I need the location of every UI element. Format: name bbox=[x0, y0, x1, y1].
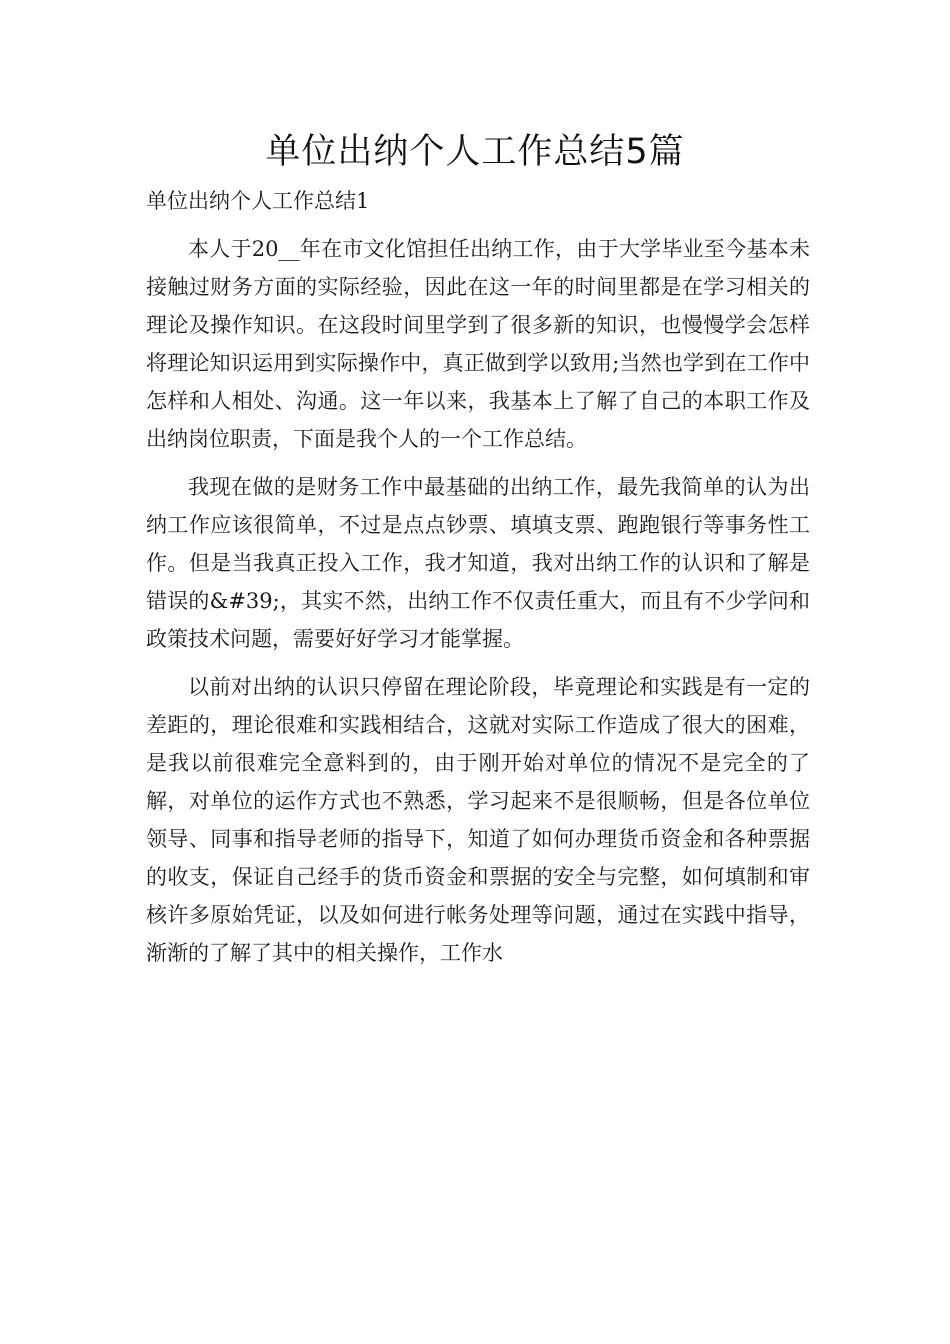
paragraph-2: 我现在做的是财务工作中最基础的出纳工作，最先我简单的认为出纳工作应该很简单，不过是点点钞票、填填支票、跑跑银行等事务性工作。但是当我真正投入工作，我才知道，我对出纳工作的认识和了解是错误的&#39;，其实不然，出纳工作不仅责任重大，而且有不少学问和政策技术问题，需要好好学习才能掌握。 bbox=[146, 475, 810, 651]
paragraph-3: 以前对出纳的认识只停留在理论阶段，毕竟理论和实践是有一定的差距的，理论很难和实践相结合，这就对实际工作造成了很大的困难，是我以前很难完全意料到的，由于刚开始对单位的情况不是完全的了解，对单位的运作方式也不熟悉，学习起来不是很顺畅，但是各位单位领导、同事和指导老师的指导下，知道了如何办理货币资金和各种票据的收支，保证自己经手的货币资金和票据的安全与完整，如何填制和审核许多原始凭证，以及如何进行帐务处理等问题，通过在实践中指导，渐渐的了解了其中的相关操作，工作水 bbox=[146, 675, 810, 965]
section-heading: 单位出纳个人工作总结1 bbox=[146, 189, 370, 213]
paragraph-1: 本人于20__年在市文化馆担任出纳工作，由于大学毕业至今基本未接触过财务方面的实际经验，因此在这一年的时间里都是在学习相关的理论及操作知识。在这段时间里学到了很多新的知识，也慢慢学会怎样将理论知识运用到实际操作中，真正做到学以致用;当然也学到在工作中怎样和人相处、沟通。这一年以来，我基本上了解了自己的本职工作及出纳岗位职责，下面是我个人的一个工作总结。 bbox=[146, 237, 810, 451]
document-body bbox=[146, 182, 810, 972]
document-title: 单位出纳个人工作总结5篇 bbox=[265, 132, 685, 172]
